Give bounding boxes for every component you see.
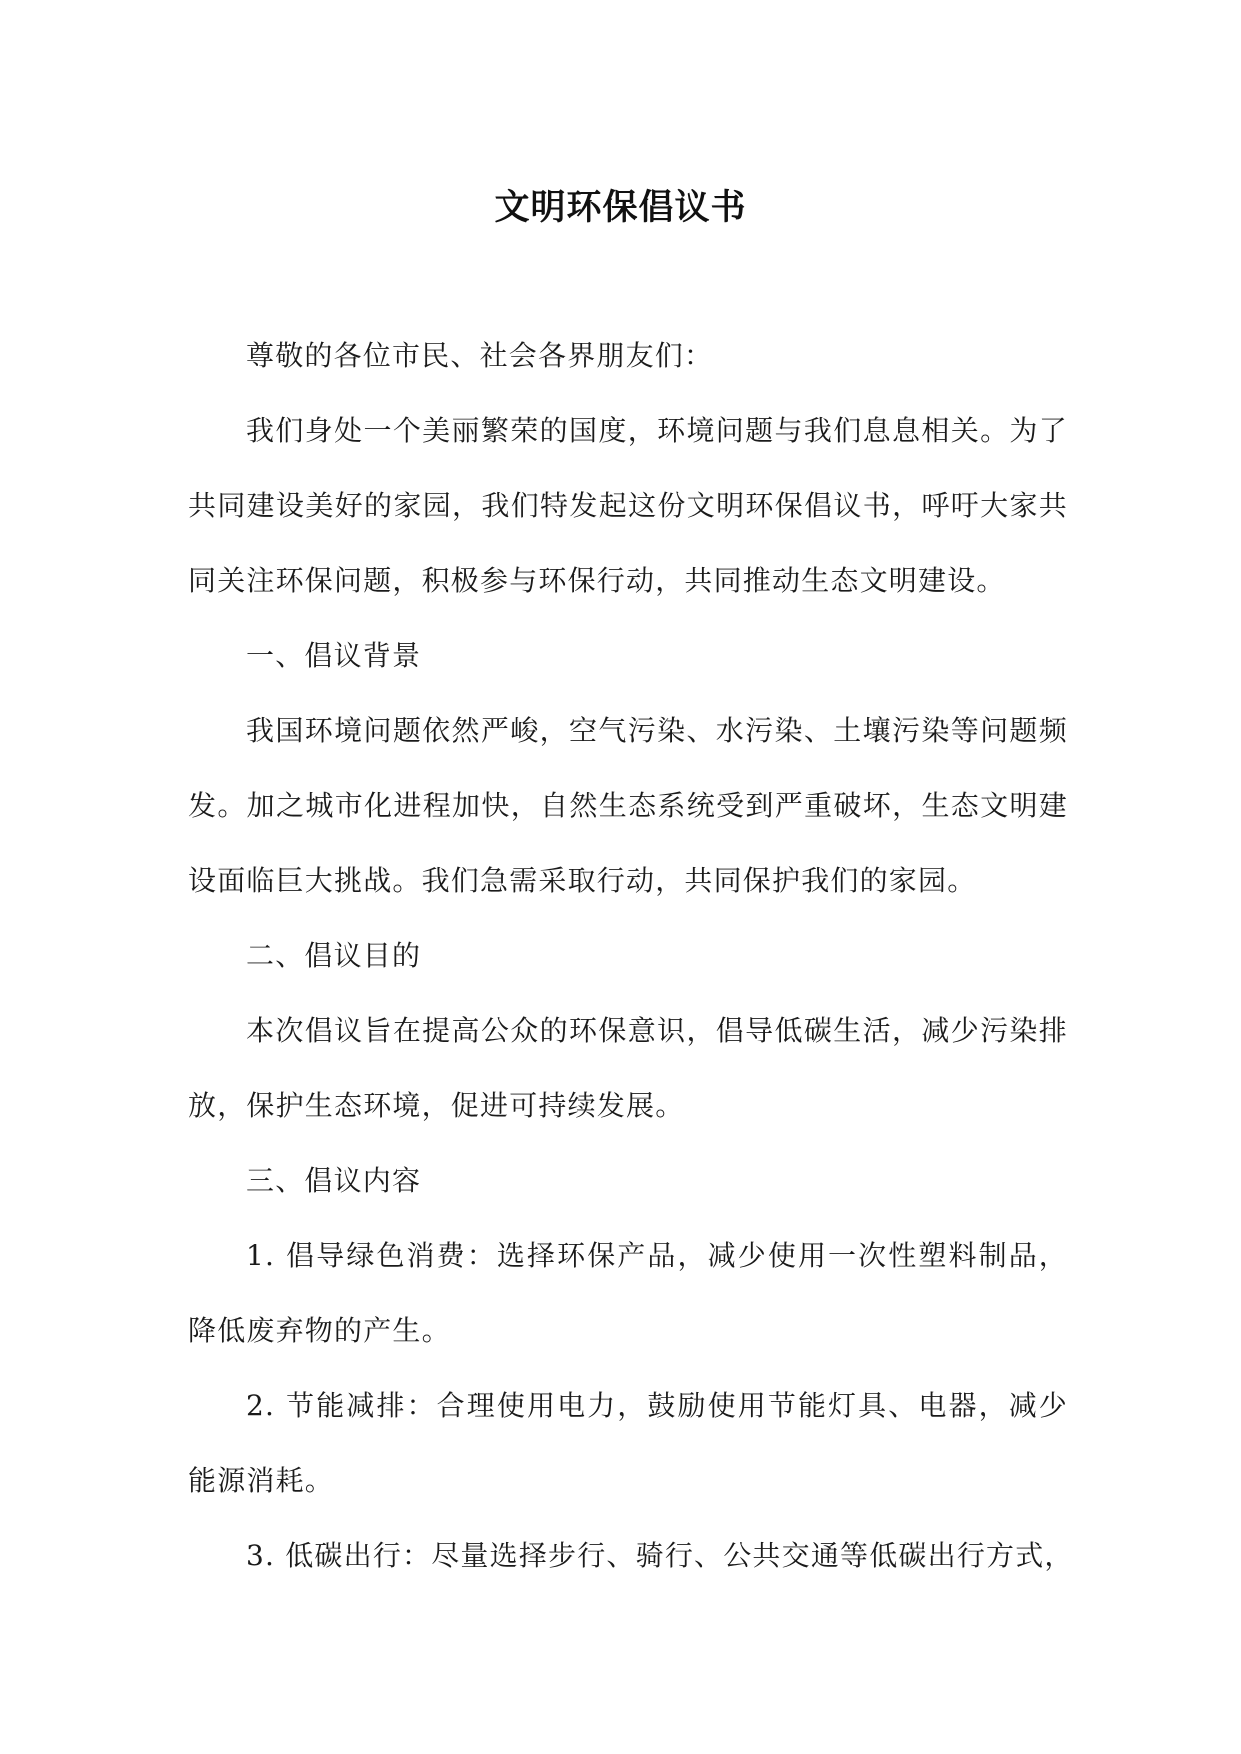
intro-paragraph: 我们身处一个美丽繁荣的国度，环境问题与我们息息相关。为了共同建设美好的家园，我们特发起这份文明环保倡议书，呼吁大家共同关注环保问题，积极参与环保行动，共同推动生态文明建设。 [188,414,1068,597]
section-heading-purpose: 二、倡议目的 [246,939,422,972]
content-item-1: 1. 倡导绿色消费：选择环保产品，减少使用一次性塑料制品，降低废弃物的产生。 [188,1239,1068,1347]
section-heading-background: 一、倡议背景 [246,639,422,672]
salutation: 尊敬的各位市民、社会各界朋友们： [246,339,714,372]
purpose-paragraph: 本次倡议旨在提高公众的环保意识，倡导低碳生活，减少污染排放，保护生态环境，促进可持续发展。 [188,1014,1068,1122]
content-item-2: 2. 节能减排：合理使用电力，鼓励使用节能灯具、电器，减少能源消耗。 [188,1389,1068,1497]
content-item-3: 3. 低碳出行：尽量选择步行、骑行、公共交通等低碳出行方式， [246,1539,1074,1572]
section-heading-content: 三、倡议内容 [246,1164,422,1197]
document-body [188,318,1074,1593]
background-paragraph: 我国环境问题依然严峻，空气污染、水污染、土壤污染等问题频发。加之城市化进程加快，自然生态系统受到严重破坏，生态文明建设面临巨大挑战。我们急需采取行动，共同保护我们的家园。 [188,714,1068,897]
document-title: 文明环保倡议书 [494,188,747,228]
